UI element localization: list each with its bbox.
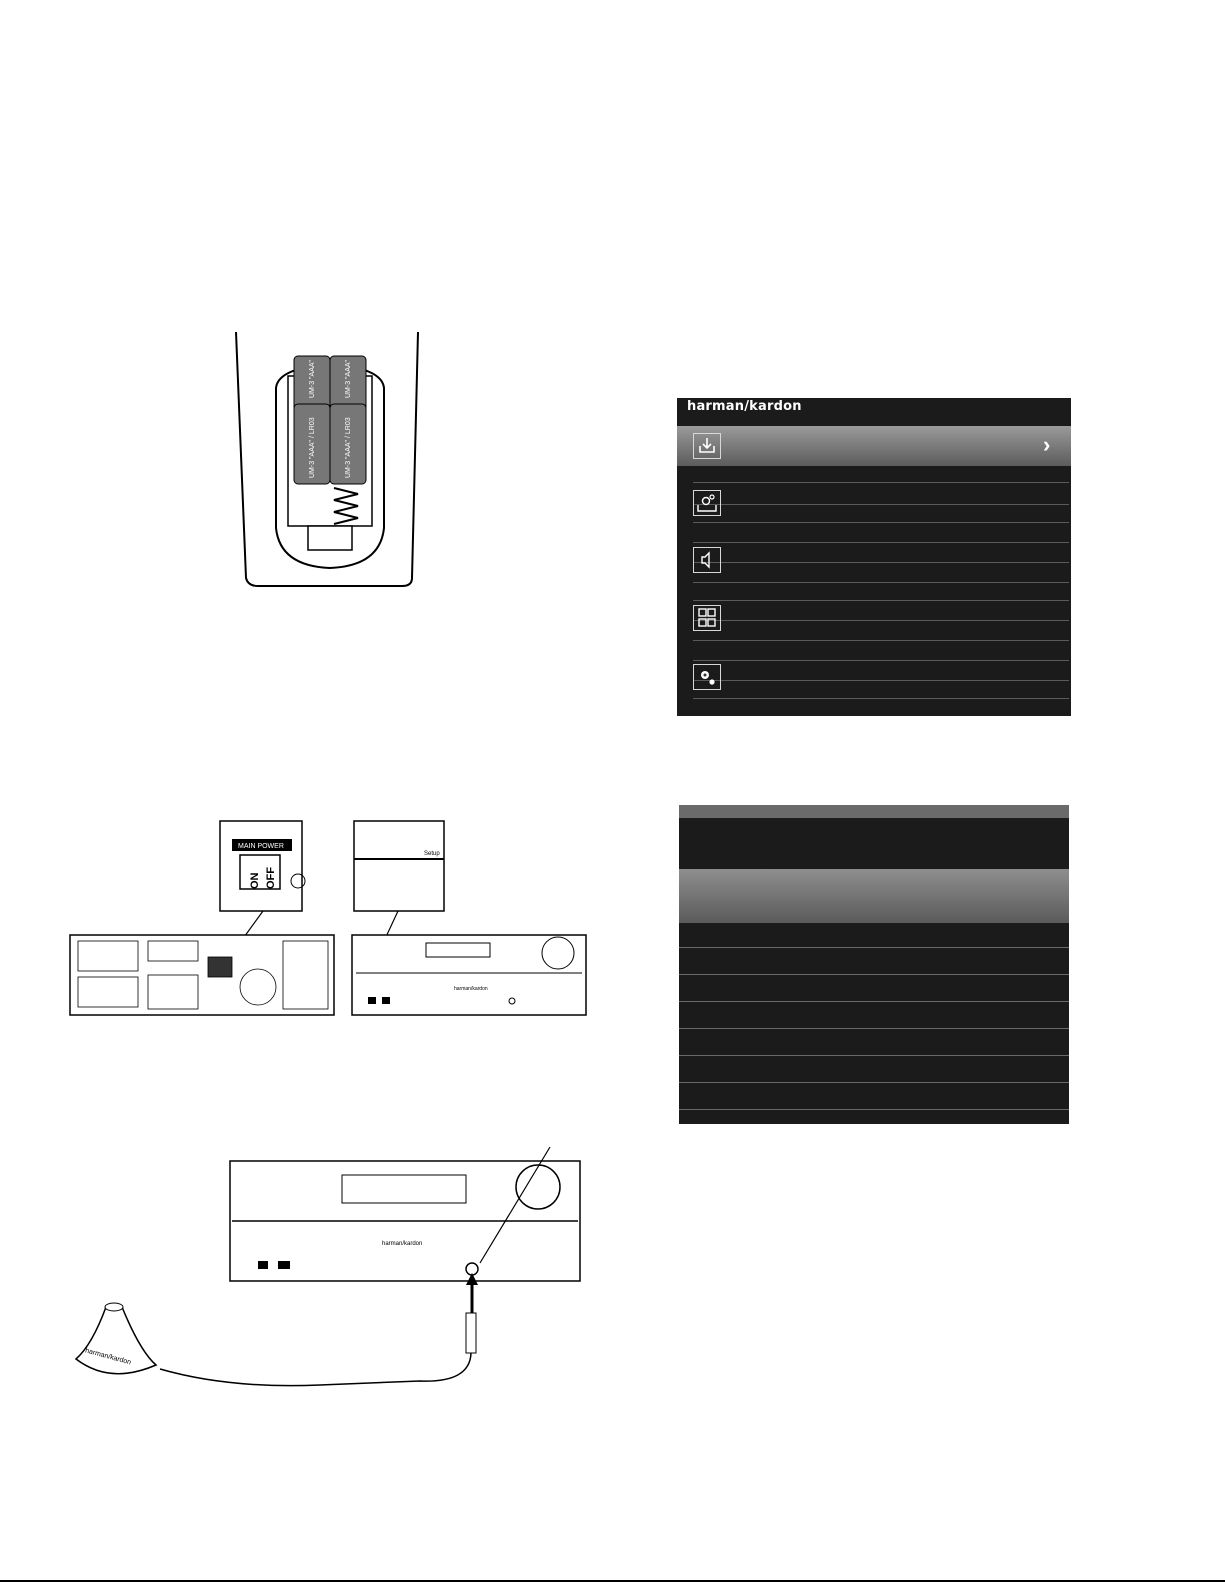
battery-label: UM-3 "AAA" / LR03 [309,417,316,478]
menu-divider [693,698,1069,699]
power-switch-on: ON [249,872,261,889]
menu-divider [693,482,1069,483]
menu-divider [693,582,1069,583]
microphone-brand: harman/kardon [84,1347,132,1367]
power-switch-title: MAIN POWER [238,843,284,850]
menu-divider [693,620,1069,621]
brand-logo: harman/kardon [687,399,802,414]
submenu-screen [679,805,1069,1124]
menu-divider [693,504,1069,505]
front-panel-illustration [350,815,590,1020]
submenu-title-bar [679,805,1069,818]
submenu-divider [679,1109,1069,1110]
menu-divider [693,640,1069,641]
microphone-connection-illustration [70,1145,590,1390]
submenu-divider [679,974,1069,975]
menu-divider [693,542,1069,543]
settings-gear-icon[interactable] [693,490,721,516]
menu-divider [693,562,1069,563]
grid-icon[interactable] [693,605,721,631]
submenu-divider [679,947,1069,948]
battery-label: UM-3 "AAA" / LR03 [345,417,352,478]
menu-divider [693,660,1069,661]
menu-item-selected[interactable] [677,426,1071,466]
submenu-divider [679,1082,1069,1083]
battery-label: UM-3 "AAA" [309,359,316,398]
submenu-divider [679,1028,1069,1029]
page-bottom-rule [0,1580,1225,1582]
menu-divider [693,522,1069,523]
battery-label: UM-3 "AAA" [345,359,352,398]
setup-menu-screen [677,398,1071,716]
download-icon[interactable] [693,433,721,459]
menu-divider [693,600,1069,601]
submenu-divider [679,1055,1069,1056]
speaker-icon[interactable] [693,547,721,573]
gears-icon[interactable] [693,664,721,690]
submenu-divider [679,1001,1069,1002]
chevron-right-icon[interactable]: › [1043,432,1051,457]
rear-panel-illustration [68,815,338,1020]
receiver-brand: harman/kardon [382,1241,423,1247]
front-panel-brand: harman/kardon [454,986,488,992]
menu-divider [693,680,1069,681]
submenu-item-selected[interactable] [679,869,1069,923]
remote-battery-illustration [230,328,430,590]
power-switch-off: OFF [265,867,277,889]
front-panel-setup-label: Setup [424,851,440,857]
